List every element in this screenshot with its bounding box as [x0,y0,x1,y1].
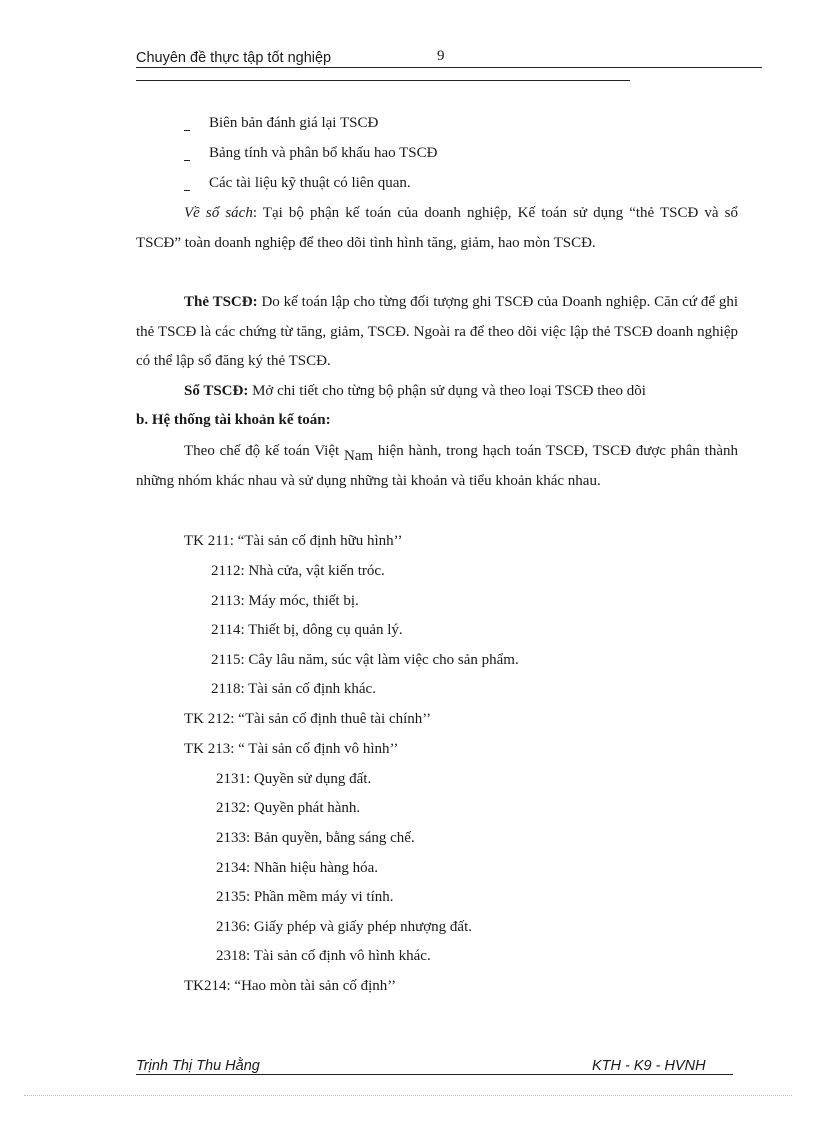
account-item: 2135: Phần mềm máy vi tính. [216,889,394,905]
paragraph-lead: Thẻ TSCĐ: [184,294,258,310]
header-title: Chuyên đề thực tập tốt nghiệp [136,50,332,66]
bullet-item: Bảng tính và phân bổ khấu hao TSCĐ [209,145,438,161]
account-item: TK 211: “Tài sản cố định hữu hình’’ [184,533,403,549]
paragraph-so-tscd [136,377,738,407]
paragraph-lead: Sổ TSCĐ: [184,383,249,399]
account-item: 2318: Tài sản cố định vô hình khác. [216,948,431,964]
account-item: 2134: Nhãn hiệu hàng hóa. [216,860,379,876]
footer-rule [136,1074,733,1075]
bullet-item: Biên bản đánh giá lại TSCĐ [209,115,379,131]
account-item: 2114: Thiết bị, dông cụ quản lý. [211,622,403,638]
paragraph-the-tscd [136,288,738,377]
account-item: 2132: Quyền phát hành. [216,800,361,816]
account-item: TK 213: “ Tài sản cố định vô hình’’ [184,741,399,757]
account-item: 2115: Cây lâu năm, súc vật làm việc cho sản phẩm. [211,652,519,668]
header-rule-secondary [136,80,630,81]
paragraph-lead: Về sổ sách [184,205,253,221]
bullet-dash [184,130,190,131]
account-item: 2112: Nhà cửa, vật kiến tróc. [211,563,385,579]
raised-word: Nam [343,448,374,464]
paragraph-text: Do kế toán lập cho từng đối tượng ghi TSCĐ của Doanh nghiệp. Căn cứ để ghi thẻ TSCĐ là các chứng từ tăng, giảm, TSCĐ. Ngoài ra để theo dõi việc lập thẻ TSCĐ doanh nghiệp có thể lập sổ đăng ký thẻ TSCĐ. [136,294,739,369]
account-item: 2136: Giấy phép và giấy phép nhượng đất. [216,919,473,935]
page-break-line [24,1095,792,1096]
header-rule [136,67,762,68]
paragraph-che-do: Theo chế độ kế toán Việt Nam hiện hành, trong hạch toán TSCĐ, TSCĐ được phân thành những nhóm khác nhau và sử dụng những tài khoản và tiểu khoản khác nhau. [136,443,738,489]
account-item: 2113: Máy móc, thiết bị. [211,593,359,609]
paragraph-text: : Tại bộ phận kế toán của doanh nghiệp, Kế toán sử dụng “thẻ TSCĐ và sổ TSCĐ” toàn doanh nghiệp để theo dõi tình hình tăng, giảm, hao mòn TSCĐ. [136,205,739,251]
page-number: 9 [437,48,445,64]
section-heading: b. Hệ thống tài khoản kế toán: [136,412,331,428]
account-item: TK214: “Hao mòn tài sản cố định’’ [184,978,397,994]
account-item: 2131: Quyền sử dụng đất. [216,771,372,787]
bullet-item: Các tài liệu kỹ thuật có liên quan. [209,175,411,191]
account-item: TK 212: “Tài sản cố định thuê tài chính’’ [184,711,432,727]
paragraph-ve-so-sach [136,199,738,258]
account-item: 2118: Tài sản cố định khác. [211,681,376,697]
bullet-dash [184,190,190,191]
bullet-dash [184,160,190,161]
footer-class: KTH - K9 - HVNH [592,1058,706,1074]
footer-author: Trịnh Thị Thu Hằng [136,1058,260,1074]
paragraph-text: Mở chi tiết cho từng bộ phận sử dụng và theo loại TSCĐ theo dõi [248,383,646,399]
account-item: 2133: Bản quyền, bằng sáng chế. [216,830,415,846]
